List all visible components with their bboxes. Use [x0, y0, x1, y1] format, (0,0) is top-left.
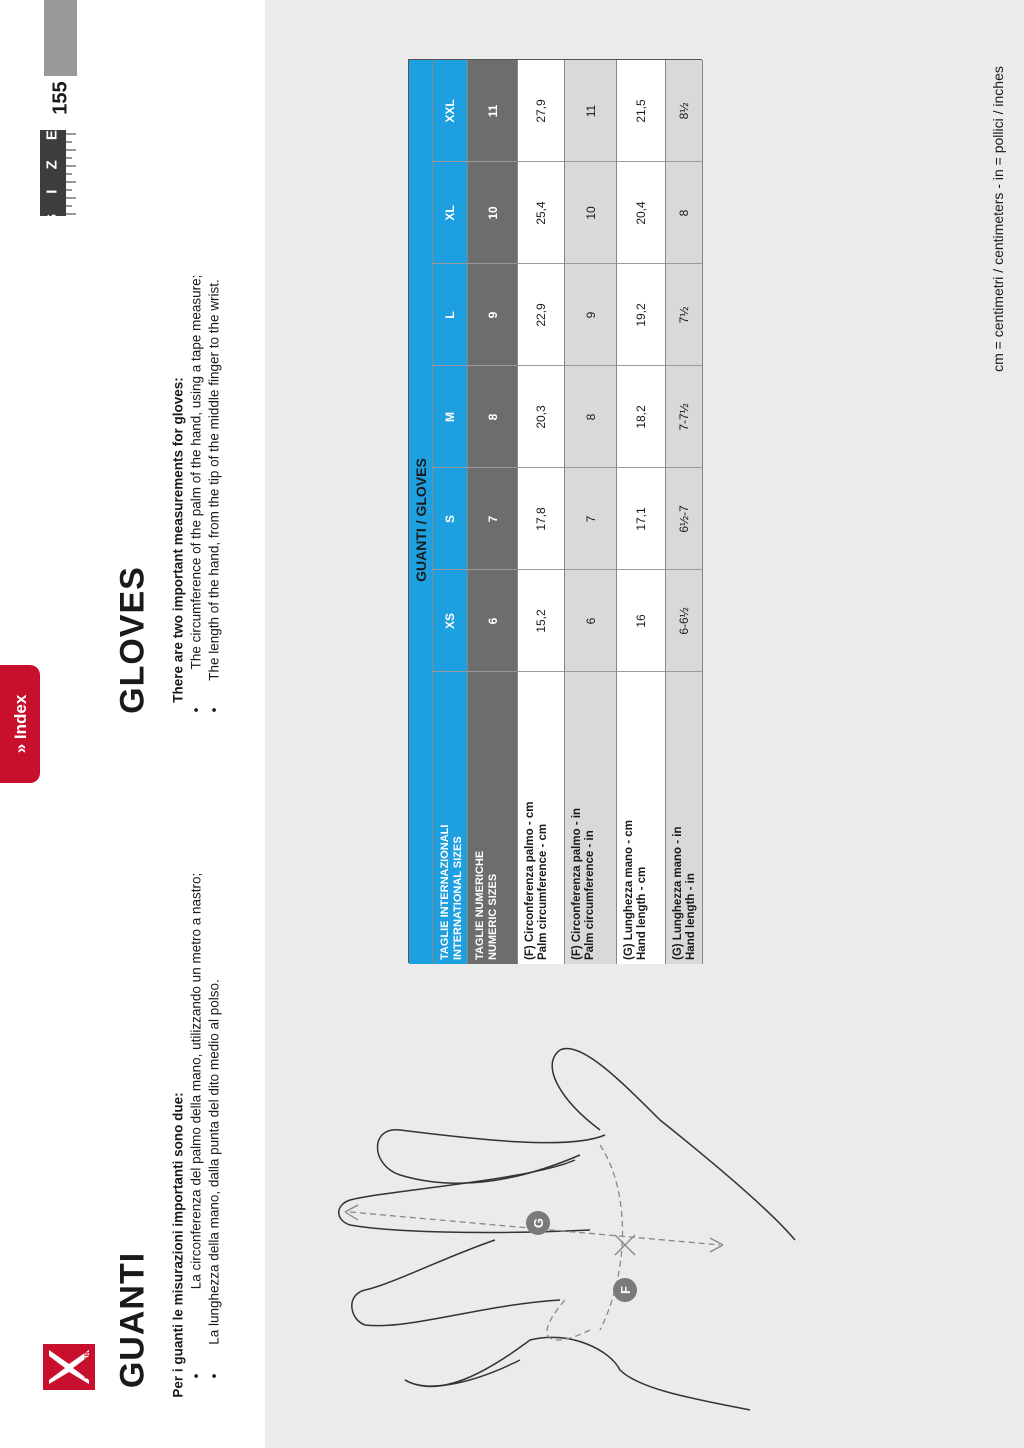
bullet-en-1-dot: • [188, 707, 204, 713]
table-cell: 7½ [666, 264, 702, 366]
table-cell: XL [433, 162, 467, 264]
table-cell: M [433, 366, 467, 468]
size-badge-text: S I Z E [43, 122, 61, 224]
units-legend: cm = centimetri / centimeters - in = pollici / inches [990, 66, 1006, 372]
index-tab-label[interactable]: » Index [11, 694, 30, 754]
table-cell: 25,4 [518, 162, 564, 264]
table-cell: 7 [565, 468, 616, 570]
table-cell: 20,3 [518, 366, 564, 468]
table-cell: 7-7½ [666, 366, 702, 468]
bullet-it-1: La circonferenza del palmo della mano, utilizzando un metro a nastro; [188, 872, 204, 1290]
table-cell: 9 [468, 264, 517, 366]
title-guanti: GUANTI [113, 1251, 152, 1389]
table-cell: 8 [666, 162, 702, 264]
table-cell: 8 [565, 366, 616, 468]
table-cell: 17,8 [518, 468, 564, 570]
table-cell: 8½ [666, 60, 702, 162]
table-cell: 6 [565, 570, 616, 672]
table-cell: 15,2 [518, 570, 564, 672]
marker-g: G [531, 1217, 546, 1229]
page-marker-bar [44, 0, 77, 76]
table-cell: XXL [433, 60, 467, 162]
table-cell: 7 [468, 468, 517, 570]
size-table [408, 59, 702, 963]
table-cell: 21,5 [617, 60, 665, 162]
table-row-header: TAGLIE NUMERICHE NUMERIC SIZES [468, 672, 517, 964]
table-cell: 18,2 [617, 366, 665, 468]
table-caption-column [409, 60, 433, 964]
intro-it: Per i guanti le misurazioni importanti sono due: [170, 1092, 186, 1398]
table-cell: 19,2 [617, 264, 665, 366]
table-cell: 10 [565, 162, 616, 264]
table-cell: L [433, 264, 467, 366]
bullet-it-2: La lunghezza della mano, dalla punta del dito medio al polso. [206, 979, 222, 1345]
table-cell: 27,9 [518, 60, 564, 162]
table-row [433, 60, 468, 964]
table-cell: XS [433, 570, 467, 672]
ruler-icon [66, 130, 80, 216]
table-row-header: (G) Lunghezza mano - in Hand length - in [666, 672, 702, 964]
hand-diagram [330, 1040, 810, 1430]
bullet-it-1-dot: • [188, 1373, 204, 1379]
bullet-it-2-dot: • [206, 1373, 222, 1379]
table-cell: 10 [468, 162, 517, 264]
table-row [565, 60, 617, 964]
table-row-header: (F) Circonferenza palmo - cm Palm circumference - cm [518, 672, 564, 964]
page-number: 155 [49, 81, 72, 115]
bullet-en-1: The circumference of the palm of the hand, using a tape measure; [188, 274, 204, 670]
table-cell: S [433, 468, 467, 570]
title-gloves: GLOVES [113, 566, 152, 714]
table-cell: 6 [468, 570, 517, 672]
table-cell: 11 [468, 60, 517, 162]
table-cell: 11 [565, 60, 616, 162]
table-cell: 6-6½ [666, 570, 702, 672]
table-cell: 16 [617, 570, 665, 672]
table-cell: 20,4 [617, 162, 665, 264]
bullet-en-2-dot: • [206, 707, 222, 713]
table-row [518, 60, 565, 964]
table-row-header: (F) Circonferenza palmo - in Palm circumference - in [565, 672, 616, 964]
table-row [617, 60, 666, 964]
table-cell: 17,1 [617, 468, 665, 570]
table-row [666, 60, 703, 964]
table-cell: 8 [468, 366, 517, 468]
table-row-header: TAGLIE INTERNAZIONALI INTERNATIONAL SIZES [433, 672, 467, 964]
intro-en: There are two important measurements for gloves: [170, 377, 186, 703]
bullet-en-2: The length of the hand, from the tip of the middle finger to the wrist. [206, 279, 222, 681]
table-cell: 6½-7 [666, 468, 702, 570]
table-caption: GUANTI / GLOVES [412, 458, 429, 582]
table-row-header: (G) Lunghezza mano - cm Hand length - cm [617, 672, 665, 964]
table-cell: 22,9 [518, 264, 564, 366]
table-row [468, 60, 518, 964]
table-cell: 9 [565, 264, 616, 366]
marker-f: F [618, 1286, 633, 1294]
brand-name: PAYPER [84, 1351, 92, 1379]
